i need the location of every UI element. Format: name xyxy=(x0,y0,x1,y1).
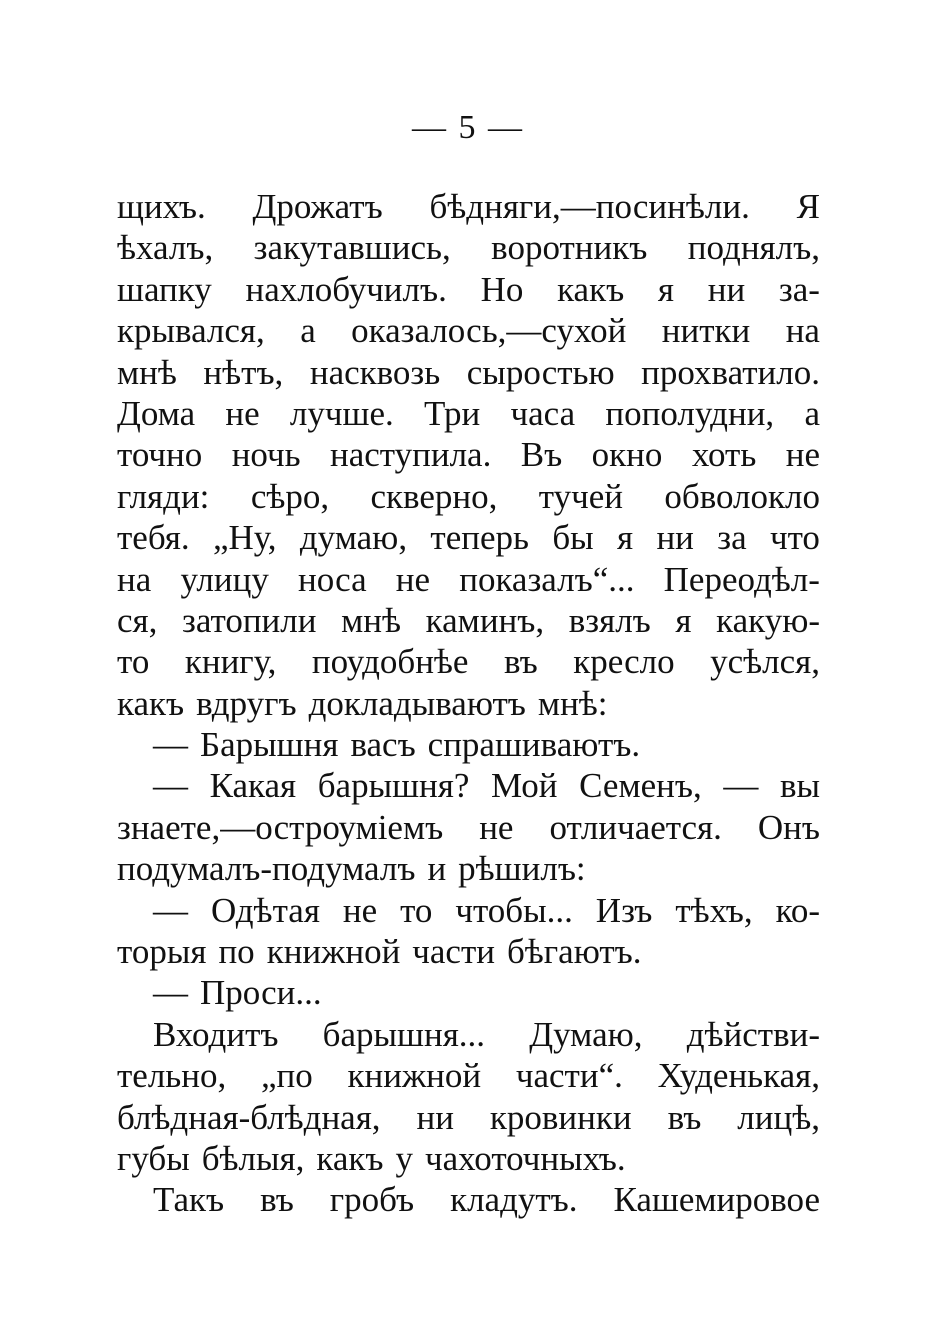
text-line: знаете,—остроуміемъ не отличается. Онъ xyxy=(117,807,820,847)
text-line: блѣдная-блѣдная, ни кровинки въ лицѣ, xyxy=(117,1097,820,1137)
text-line: тельно, „по книжной части“. Худенькая, xyxy=(117,1056,820,1096)
text-line: щихъ. Дрожатъ бѣдняги,—посинѣли. Я xyxy=(117,187,820,226)
text-line: тебя. „Ну, думаю, теперь бы я ни за что xyxy=(117,518,820,558)
text-line: то книгу, поудобнѣе въ кресло усѣлся, xyxy=(117,642,820,682)
text-line: Такъ въ гробъ кладутъ. Кашемировое xyxy=(153,1180,820,1220)
body-text xyxy=(117,186,820,1221)
text-line: мнѣ нѣтъ, насквозь сыростью прохватило. xyxy=(117,352,820,392)
text-line: торыя по книжной части бѣгаютъ. xyxy=(117,932,642,972)
text-line: крывался, а оказалось,—сухой нитки на xyxy=(117,311,820,351)
text-line: — Какая барышня? Мой Семенъ, — вы xyxy=(153,766,820,806)
text-line: — Проси... xyxy=(153,973,322,1013)
text-line: подумалъ-подумалъ и рѣшилъ: xyxy=(117,849,586,889)
text-line: ся, затопили мнѣ каминъ, взялъ я какую- xyxy=(117,600,820,640)
text-line: Дома не лучше. Три часа пополудни, а xyxy=(117,393,820,433)
text-line: какъ вдругъ докладываютъ мнѣ: xyxy=(117,683,608,723)
text-line: — Одѣтая не то чтобы... Изъ тѣхъ, ко- xyxy=(153,890,820,930)
text-line: Входитъ барышня... Думаю, дѣйстви- xyxy=(153,1014,820,1054)
text-line: губы бѣлыя, какъ у чахоточныхъ. xyxy=(117,1138,626,1178)
text-line: на улицу носа не показалъ“... Переодѣл- xyxy=(117,559,820,599)
text-line: шапку нахлобучилъ. Но какъ я ни за- xyxy=(117,269,820,309)
text-line: точно ночь наступила. Въ окно хоть не xyxy=(117,435,820,475)
text-line: гляди: сѣро, скверно, тучей обволокло xyxy=(117,476,820,516)
page-number: — 5 — xyxy=(412,109,524,146)
text-line: — Барышня васъ спрашиваютъ. xyxy=(153,725,641,765)
text-line: ѣхалъ, закутавшись, воротникъ поднялъ, xyxy=(117,228,820,268)
